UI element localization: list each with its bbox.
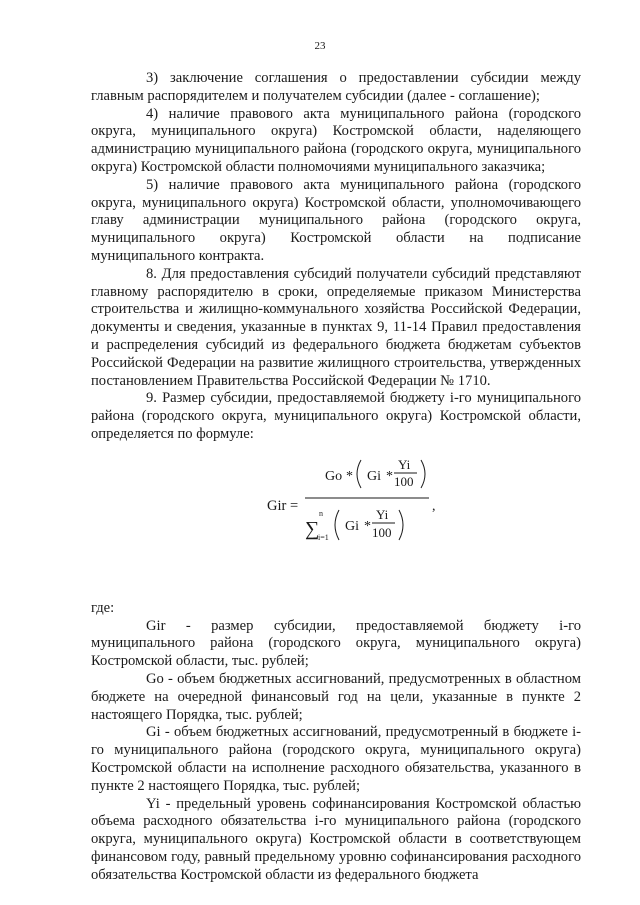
definition-gir: Gir - размер субсидии, предоставляемой бюджету i-го муниципального района (городского округа, муниципального округа) Костромской области, тыс. рублей;: [91, 617, 581, 670]
document-body: [91, 70, 581, 884]
formula-yi-top: Yi: [398, 456, 411, 472]
formula-star-2: *: [386, 468, 393, 484]
formula-gi-bottom: Gi: [345, 518, 359, 534]
definition-yi: Yi - предельный уровень софинансирования Костромской областью объема расходного обязательства i-го муниципального района (городского округа, муниципального округа) Костромской области в соответствующем финансовом году, равный предельному уровню софинансирования расходного обязательства Костромской области из федерального бюджета: [91, 795, 581, 883]
formula-100-top: 100: [394, 473, 414, 489]
formula-sum: ∑: [305, 517, 320, 540]
formula-lhs: Gir =: [267, 497, 299, 514]
paren-open-bottom: [335, 510, 339, 540]
formula-star-3: *: [364, 518, 371, 534]
formula-svg: [91, 450, 581, 560]
paragraph-section-8: 8. Для предоставления субсидий получатели субсидий представляют главному распорядителю в сроки, определяемые приказом Министерства строительства и жилищно-коммунального хозяйства Российской Федерации, документы и сведения, указанные в пунктах 9, 11-14 Правил предоставления и распределения субсидий из федерального бюджета бюджетам субъектов Российской Федерации на развитие жилищного строительства, утвержденных постановлением Правительства Российской Федерации № 1710.: [91, 265, 581, 389]
formula-comma: ,: [432, 498, 436, 514]
page-number: 23: [314, 40, 326, 52]
paren-open-top: [357, 460, 361, 488]
formula-100-bottom: 100: [372, 524, 392, 540]
formula-yi-bottom: Yi: [376, 506, 389, 522]
paragraph-item-3: 3) заключение соглашения о предоставлении субсидии между главным распорядителем и получателем субсидии (далее - соглашение);: [91, 70, 581, 104]
paren-close-top: [421, 460, 425, 488]
definition-go: Go - объем бюджетных ассигнований, предусмотренных в областном бюджете на очередной финансовый год на цели, указанные в пункте 2 настоящего Порядка, тыс. рублей;: [91, 670, 581, 723]
paragraph-section-9: 9. Размер субсидии, предоставляемой бюджету i-го муниципального района (городского округа, муниципального округа) Костромской области, определяется по формуле:: [91, 390, 581, 442]
formula-star-1: *: [346, 468, 353, 484]
definition-gi: Gi - объем бюджетных ассигнований, предусмотренный в бюджете i-го муниципального района (городского округа, муниципального округа) Костромской области на исполнение расходного обязательства, указанного в пункте 2 настоящего Порядка, тыс. рублей;: [91, 724, 581, 794]
formula-sum-upper: n: [319, 508, 323, 518]
subsidy-formula: [91, 450, 581, 560]
formula-sum-lower: i=1: [318, 532, 329, 542]
paragraph-item-4: 4) наличие правового акта муниципального района (городского округа, муниципального округа) Костромской области, наделяющего администрацию муниципального района (городского округа, муниципального округа) Костромской области полномочиями муниципального заказчика;: [91, 105, 581, 175]
paren-close-bottom: [399, 510, 403, 540]
paragraph-item-5: 5) наличие правового акта муниципального района (городского округа, муниципального округа) Костромской области, уполномочивающего главу администрации муниципального района (городского округа, муниципального округа) Костромской области на подписание муниципального контракта.: [91, 176, 581, 264]
formula-go: Go: [325, 468, 343, 484]
where-label: где:: [91, 599, 115, 616]
formula-gi-top: Gi: [367, 468, 381, 484]
